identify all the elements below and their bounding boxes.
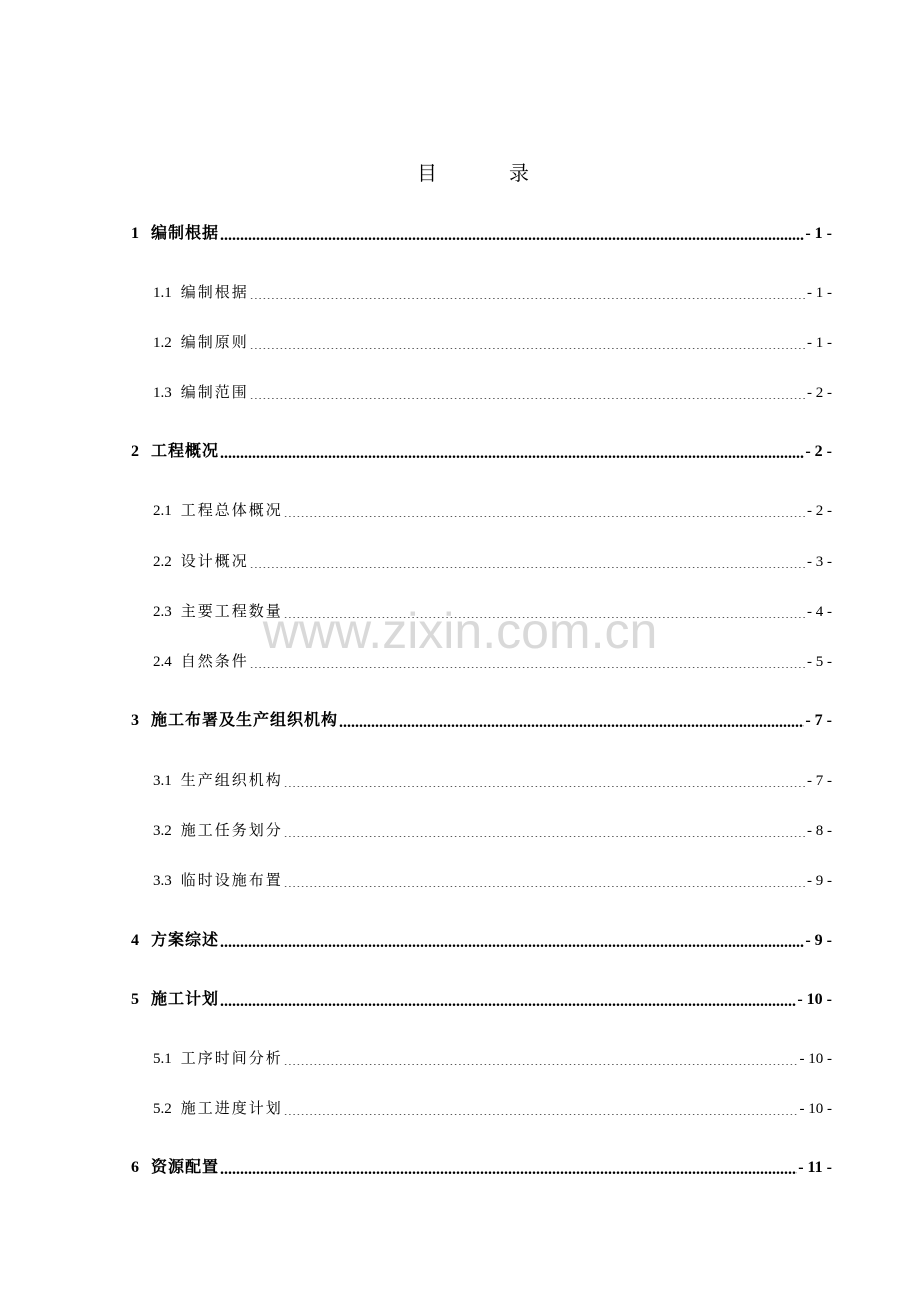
- toc-entry-page: - 10 -: [799, 1051, 832, 1067]
- toc-leader: [284, 1050, 799, 1065]
- toc-leader: [220, 931, 804, 947]
- toc-entry-page: - 1 -: [807, 285, 832, 301]
- toc-entry-number: 4: [131, 932, 139, 949]
- watermark: www.zixin.com.cn: [262, 603, 658, 659]
- toc-entry[interactable]: [153, 330, 832, 354]
- toc-entry-label: 自然条件: [180, 652, 249, 670]
- toc-entry[interactable]: [131, 439, 832, 463]
- toc-entry-number: 3: [131, 712, 139, 729]
- toc-entry-page: - 5 -: [807, 654, 832, 670]
- toc-entry-number: 5.1: [153, 1051, 172, 1067]
- toc-entry-label: 施工进度计划: [180, 1099, 283, 1117]
- toc-entry[interactable]: [153, 1046, 832, 1070]
- toc-entry-number: 1.1: [153, 285, 172, 301]
- toc-entry[interactable]: [131, 1155, 832, 1179]
- toc-leader: [284, 603, 806, 618]
- toc-entry-page: - 2 -: [807, 385, 832, 401]
- toc-entry-label: 编制根据: [180, 283, 249, 301]
- toc-entry-number: 2.1: [153, 503, 172, 519]
- toc-leader: [250, 334, 806, 349]
- toc-entry-page: - 10 -: [799, 1101, 832, 1117]
- toc-entry[interactable]: [153, 498, 832, 522]
- toc-entry[interactable]: [153, 380, 832, 404]
- toc-entry-number: 5.2: [153, 1101, 172, 1117]
- toc-entry[interactable]: [131, 708, 832, 732]
- toc-entry-label: 工程总体概况: [180, 501, 283, 519]
- toc-entry-number: 6: [131, 1159, 139, 1176]
- toc-entry-page: - 9 -: [807, 873, 832, 889]
- toc-entry-label: 资源配置: [151, 1157, 220, 1176]
- toc-entry-label: 编制范围: [180, 383, 249, 401]
- toc-entry-label: 主要工程数量: [180, 602, 283, 620]
- toc-entry[interactable]: [153, 280, 832, 304]
- toc-entry-number: 3.1: [153, 773, 172, 789]
- toc-entry-label: 方案综述: [151, 930, 220, 949]
- toc-entry-page: - 1 -: [807, 335, 832, 351]
- toc-leader: [220, 990, 796, 1006]
- toc-entry-number: 2.4: [153, 654, 172, 670]
- toc-leader: [284, 1100, 799, 1115]
- toc-entry-page: - 11 -: [798, 1159, 832, 1176]
- toc-entry-number: 2.3: [153, 604, 172, 620]
- toc-leader: [250, 284, 806, 299]
- toc-leader: [250, 653, 806, 668]
- toc-entry-number: 3.2: [153, 823, 172, 839]
- toc-entry-label: 编制原则: [180, 333, 249, 351]
- toc-entry-label: 工序时间分析: [180, 1049, 283, 1067]
- toc-entry-label: 生产组织机构: [180, 771, 283, 789]
- toc-entry-label: 临时设施布置: [180, 871, 283, 889]
- toc-entry-number: 2: [131, 443, 139, 460]
- toc-entry-number: 1.2: [153, 335, 172, 351]
- toc-leader: [220, 442, 804, 458]
- toc-entry[interactable]: [131, 987, 832, 1011]
- toc-leader: [284, 872, 806, 887]
- toc-entry-page: - 3 -: [807, 554, 832, 570]
- toc-entry-page: - 2 -: [805, 443, 832, 460]
- toc-leader: [250, 553, 806, 568]
- toc-entry-label: 编制根据: [151, 223, 220, 242]
- toc-entry-page: - 8 -: [807, 823, 832, 839]
- toc-entry[interactable]: [131, 928, 832, 952]
- toc-entry-page: - 4 -: [807, 604, 832, 620]
- toc-entry-number: 3.3: [153, 873, 172, 889]
- toc-entry[interactable]: [153, 1096, 832, 1120]
- toc-leader: [250, 384, 806, 399]
- toc-leader: [284, 502, 806, 517]
- toc-entry[interactable]: [153, 868, 832, 892]
- toc-entry-page: - 2 -: [807, 503, 832, 519]
- toc-entry-label: 工程概况: [151, 441, 220, 460]
- toc-leader: [284, 822, 806, 837]
- toc-entry[interactable]: [153, 599, 832, 623]
- toc-entry-page: - 1 -: [805, 225, 832, 242]
- toc-entry[interactable]: [153, 768, 832, 792]
- toc-entry-page: - 9 -: [805, 932, 832, 949]
- toc-entry[interactable]: [153, 649, 832, 673]
- toc-entry[interactable]: [131, 221, 832, 245]
- toc-title: 目 录: [417, 161, 555, 185]
- toc-entry-label: 施工任务划分: [180, 821, 283, 839]
- toc-leader: [220, 224, 804, 240]
- toc-entry[interactable]: [153, 818, 832, 842]
- toc-entry-number: 2.2: [153, 554, 172, 570]
- toc-entry-label: 设计概况: [180, 552, 249, 570]
- toc-leader: [220, 1158, 797, 1174]
- toc-entry-page: - 10 -: [797, 991, 832, 1008]
- toc-leader: [339, 711, 804, 727]
- toc-entry-page: - 7 -: [807, 773, 832, 789]
- toc-leader: [284, 772, 806, 787]
- toc-entry-label: 施工计划: [151, 989, 220, 1008]
- toc-entry-number: 5: [131, 991, 139, 1008]
- toc-entry-page: - 7 -: [805, 712, 832, 729]
- toc-entry-number: 1: [131, 225, 139, 242]
- toc-entry-label: 施工布署及生产组织机构: [151, 710, 339, 729]
- toc-entry[interactable]: [153, 549, 832, 573]
- toc-entry-number: 1.3: [153, 385, 172, 401]
